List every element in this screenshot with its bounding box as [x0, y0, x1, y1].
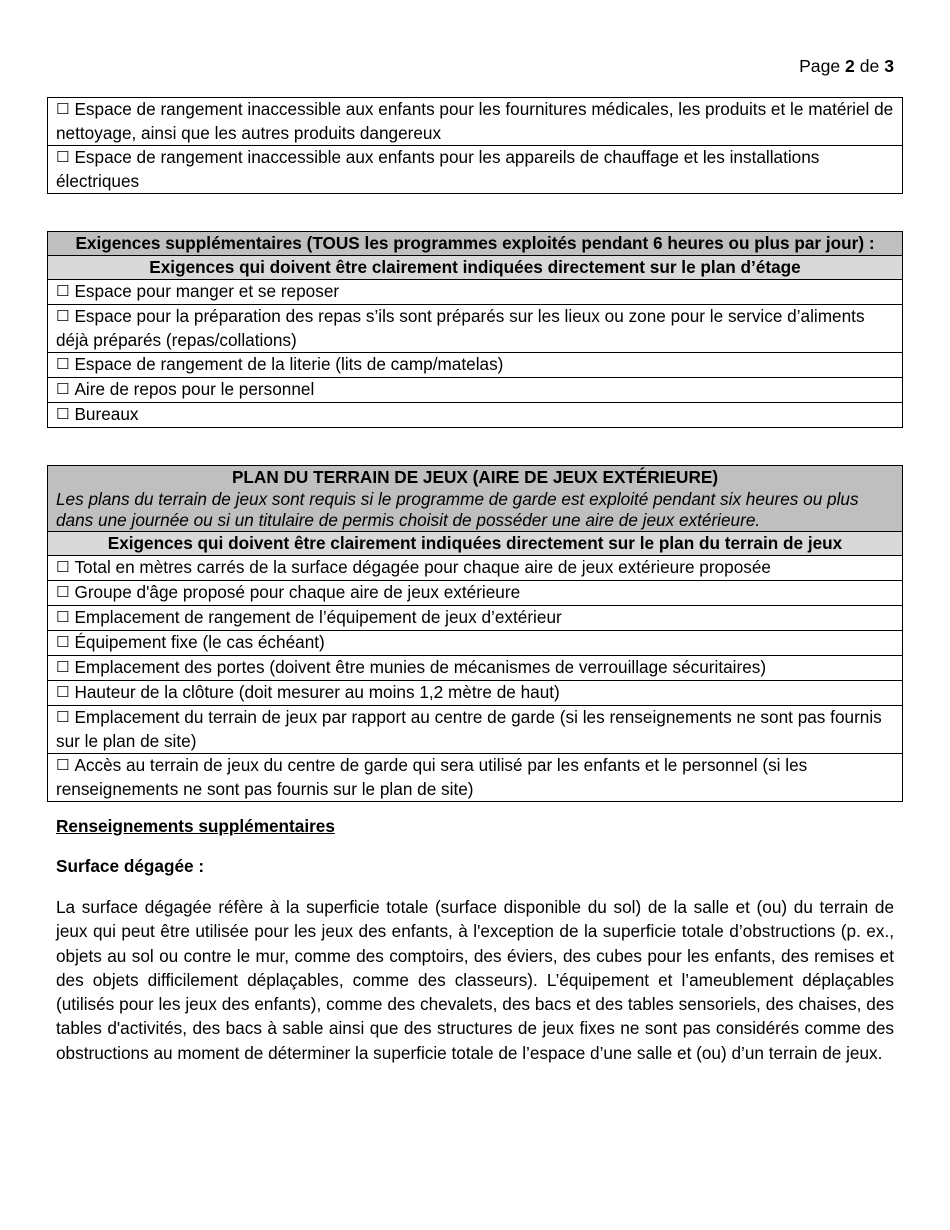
checklist-item-label: Total en mètres carrés de la surface dégagée pour chaque aire de jeux extérieure proposée — [74, 557, 771, 577]
additional-info-title: Renseignements supplémentaires — [56, 816, 335, 836]
checkbox-icon[interactable]: ☐ — [56, 583, 70, 601]
checklist-row — [48, 403, 903, 428]
page-current: 2 — [845, 56, 855, 76]
checklist-row — [48, 681, 903, 706]
checklist-cell — [48, 606, 903, 631]
checklist-cell — [48, 280, 903, 305]
checklist-cell — [48, 556, 903, 581]
checkbox-icon[interactable]: ☐ — [56, 355, 70, 373]
checklist-cell — [48, 681, 903, 706]
checklist-item-label: Hauteur de la clôture (doit mesurer au moins 1,2 mètre de haut) — [74, 682, 560, 702]
checklist-cell — [48, 98, 903, 146]
checklist-item-label: Espace de rangement inaccessible aux enfants pour les appareils de chauffage et les installations électriques — [56, 147, 820, 191]
storage-checklist-table — [47, 97, 903, 194]
checkbox-icon[interactable]: ☐ — [56, 405, 70, 423]
checklist-row — [48, 280, 903, 305]
checklist-cell — [48, 378, 903, 403]
checkbox-icon[interactable]: ☐ — [56, 282, 70, 300]
checklist-item-label: Emplacement du terrain de jeux par rapport au centre de garde (si les renseignements ne sont pas fournis sur le plan de site) — [56, 707, 882, 751]
checklist-cell — [48, 706, 903, 754]
checklist-row — [48, 606, 903, 631]
clear-surface-paragraph: La surface dégagée réfère à la superficie totale (surface disponible du sol) de la salle et (ou) du terrain de jeux qui peut être utilisée pour les jeux des enfants, à l'exception de la superficie totale d’obstructions (p. ex., objets au sol ou contre le mur, comme des comptoirs, des éviers, des cubes pour les enfants, des remises et des objets difficilement déplaçables, comme des classeurs). L’équipement et l’ameublement déplaçables (utilisés pour les jeux des enfants), comme des chevalets, des bacs et des tables sensoriels, des chaises, des tables d'activités, des bacs à sable ainsi que des structures de jeux fixes ne sont pas considérés comme des obstructions au moment de déterminer la superficie totale de l’espace d’une salle et (ou) d’un terrain de jeux. — [56, 897, 894, 1063]
checklist-item-label: Groupe d'âge proposé pour chaque aire de jeux extérieure — [74, 582, 521, 602]
checklist-row — [48, 305, 903, 353]
checklist-cell — [48, 146, 903, 194]
checkbox-icon[interactable]: ☐ — [56, 708, 70, 726]
checklist-row — [48, 581, 903, 606]
checklist-row — [48, 353, 903, 378]
checkbox-icon[interactable]: ☐ — [56, 558, 70, 576]
checklist-row — [48, 378, 903, 403]
checklist-cell — [48, 305, 903, 353]
checkbox-icon[interactable]: ☐ — [56, 100, 70, 118]
checklist-row — [48, 631, 903, 656]
extra-requirements-table — [47, 231, 903, 428]
playground-plan-subtitle: Exigences qui doivent être clairement indiquées directement sur le plan du terrain de jeux — [48, 532, 903, 556]
checklist-item-label: Bureaux — [74, 404, 139, 424]
checklist-item-label: Espace pour la préparation des repas s’ils sont préparés sur les lieux ou zone pour le service d’aliments déjà préparés (repas/collations) — [56, 306, 865, 350]
page-prefix: Page — [799, 56, 841, 76]
checklist-row — [48, 146, 903, 194]
checklist-item-label: Espace de rangement de la literie (lits de camp/matelas) — [74, 354, 504, 374]
checklist-cell — [48, 656, 903, 681]
page-number — [799, 55, 894, 78]
playground-plan-note: Les plans du terrain de jeux sont requis si le programme de garde est exploité pendant six heures ou plus dans une journée ou si un titulaire de permis choisit de posséder une aire de jeux extérieure. — [56, 489, 859, 530]
checklist-item-label: Emplacement de rangement de l’équipement de jeux d’extérieur — [74, 607, 562, 627]
checkbox-icon[interactable]: ☐ — [56, 380, 70, 398]
checklist-cell — [48, 581, 903, 606]
checklist-row — [48, 656, 903, 681]
checkbox-icon[interactable]: ☐ — [56, 608, 70, 626]
checklist-item-label: Espace de rangement inaccessible aux enfants pour les fournitures médicales, les produits et le matériel de nettoyage, ainsi que les autres produits dangereux — [56, 99, 894, 143]
checklist-item-label: Accès au terrain de jeux du centre de garde qui sera utilisé par les enfants et le personnel (si les renseignements ne sont pas fournis sur le plan de site) — [56, 755, 808, 799]
checkbox-icon[interactable]: ☐ — [56, 148, 70, 166]
extra-requirements-subtitle: Exigences qui doivent être clairement indiquées directement sur le plan d’étage — [48, 256, 903, 280]
checklist-cell — [48, 631, 903, 656]
playground-plan-header — [48, 466, 903, 532]
checkbox-icon[interactable]: ☐ — [56, 683, 70, 701]
checklist-cell — [48, 403, 903, 428]
clear-surface-heading: Surface dégagée : — [56, 856, 205, 876]
checklist-item-label: Aire de repos pour le personnel — [74, 379, 315, 399]
checklist-row — [48, 556, 903, 581]
checklist-row — [48, 706, 903, 754]
checkbox-icon[interactable]: ☐ — [56, 307, 70, 325]
checkbox-icon[interactable]: ☐ — [56, 633, 70, 651]
checkbox-icon[interactable]: ☐ — [56, 756, 70, 774]
extra-requirements-title: Exigences supplémentaires (TOUS les programmes exploités pendant 6 heures ou plus par jour) : — [48, 232, 903, 256]
checkbox-icon[interactable]: ☐ — [56, 658, 70, 676]
playground-plan-title: PLAN DU TERRAIN DE JEUX (AIRE DE JEUX EXTÉRIEURE) — [231, 467, 719, 487]
playground-plan-table — [47, 465, 903, 802]
page-separator: de — [859, 56, 880, 76]
checklist-item-label: Espace pour manger et se reposer — [74, 281, 340, 301]
checklist-row — [48, 754, 903, 802]
checklist-item-label: Équipement fixe (le cas échéant) — [74, 632, 325, 652]
page-total: 3 — [884, 56, 894, 76]
checklist-row — [48, 98, 903, 146]
checklist-item-label: Emplacement des portes (doivent être munies de mécanismes de verrouillage sécuritaires) — [74, 657, 767, 677]
checklist-cell — [48, 353, 903, 378]
checklist-cell — [48, 754, 903, 802]
